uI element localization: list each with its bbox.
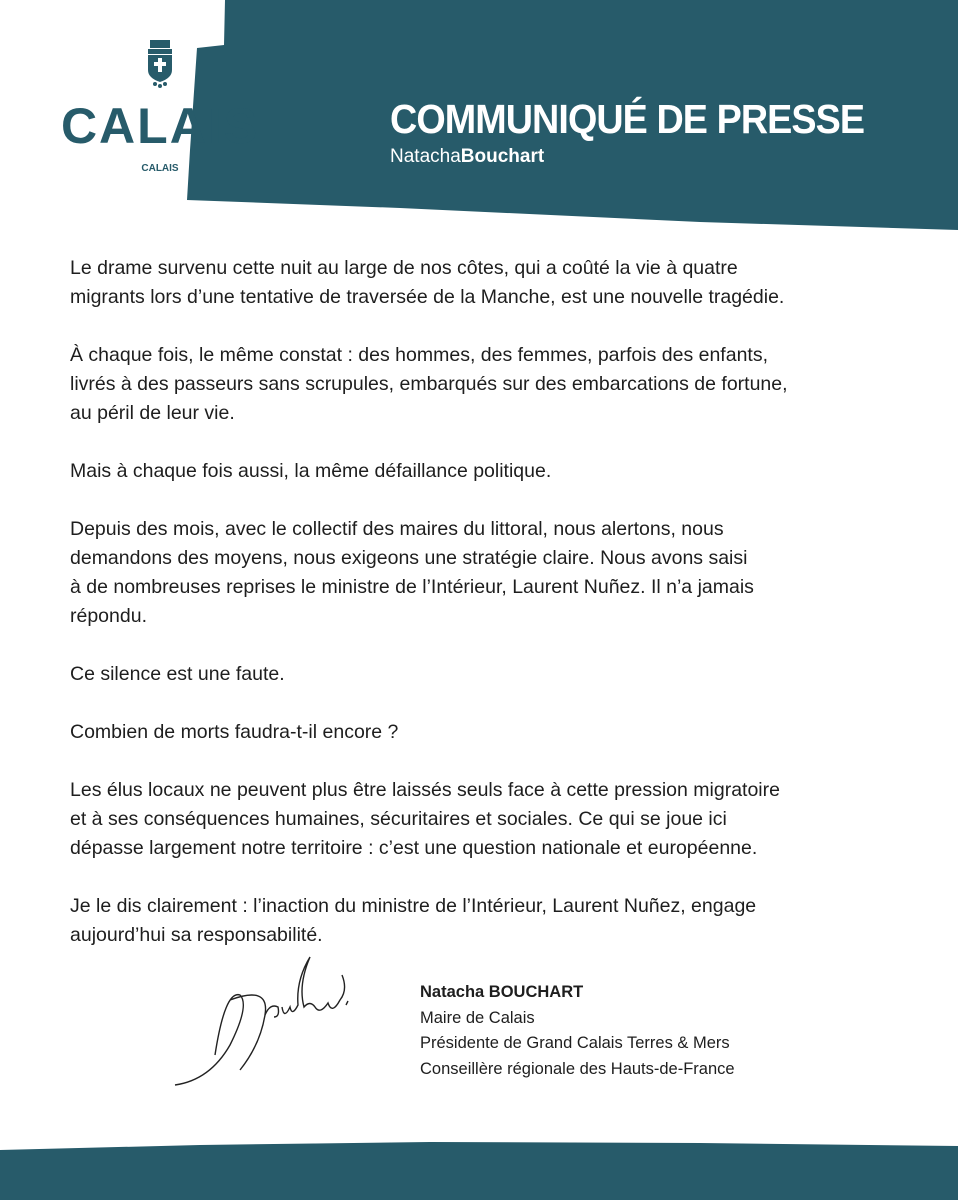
- signatory-role: Présidente de Grand Calais Terres & Mers: [420, 1034, 730, 1052]
- handwritten-signature: [170, 945, 420, 1095]
- paragraph: [70, 341, 788, 428]
- text-line: Le drame survenu cette nuit au large de nos côtes, qui a coûté la vie à quatre: [70, 257, 738, 279]
- logo-wordmark: CALAIS: [60, 98, 260, 154]
- text-line: à de nombreuses reprises le ministre de l’Intérieur, Laurent Nuñez. Il n’a jamais: [70, 576, 754, 598]
- coat-of-arms-icon: [145, 40, 175, 88]
- text-line: répondu.: [70, 605, 147, 627]
- signatory-name: Natacha BOUCHART: [420, 983, 584, 1001]
- text-line: demandons des moyens, nous exigeons une stratégie claire. Nous avons saisi: [70, 547, 748, 569]
- text-line: aujourd’hui sa responsabilité.: [70, 924, 323, 946]
- press-release-body: [70, 254, 788, 979]
- text-line: dépasse largement notre territoire : c’est une question nationale et européenne.: [70, 837, 758, 859]
- text-line: Je le dis clairement : l’inaction du ministre de l’Intérieur, Laurent Nuñez, engage: [70, 895, 757, 917]
- text-line: Depuis des mois, avec le collectif des maires du littoral, nous alertons, nous: [70, 518, 724, 540]
- text-line: migrants lors d’une tentative de traversée de la Manche, est une nouvelle tragédie.: [70, 286, 785, 308]
- paragraph: [70, 254, 788, 312]
- author-name: [390, 146, 544, 168]
- text-line: et à ses conséquences humaines, sécuritaires et sociales. Ce qui se joue ici: [70, 808, 727, 830]
- text-line: Mais à chaque fois aussi, la même défaillance politique.: [70, 460, 552, 482]
- paragraph: [70, 892, 788, 950]
- signature-block: [420, 980, 735, 1082]
- paragraph: [70, 457, 788, 486]
- paragraph: [70, 776, 788, 863]
- text-line: au péril de leur vie.: [70, 402, 235, 424]
- signatory-role: Maire de Calais: [420, 1008, 535, 1027]
- paragraph: [70, 718, 788, 747]
- author-last: Bouchart: [460, 146, 545, 167]
- text-line: Ce silence est une faute.: [70, 663, 285, 685]
- calais-logo: [40, 40, 280, 174]
- paragraph: [70, 660, 788, 689]
- page-title: COMMUNIQUÉ DE PRESSE: [390, 96, 865, 142]
- text-line: livrés à des passeurs sans scrupules, embarqués sur des embarcations de fortune,: [70, 373, 788, 395]
- logo-subtext: CALAIS: [141, 163, 179, 174]
- text-line: Combien de morts faudra-t-il encore ?: [70, 721, 399, 743]
- footer-band: [0, 1140, 958, 1200]
- author-first: Natacha: [390, 146, 461, 167]
- paragraph: [70, 515, 788, 631]
- text-line: À chaque fois, le même constat : des hommes, des femmes, parfois des enfants,: [70, 344, 769, 366]
- text-line: Les élus locaux ne peuvent plus être laissés seuls face à cette pression migratoire: [70, 779, 780, 801]
- signatory-role: Conseillère régionale des Hauts-de-France: [420, 1059, 735, 1078]
